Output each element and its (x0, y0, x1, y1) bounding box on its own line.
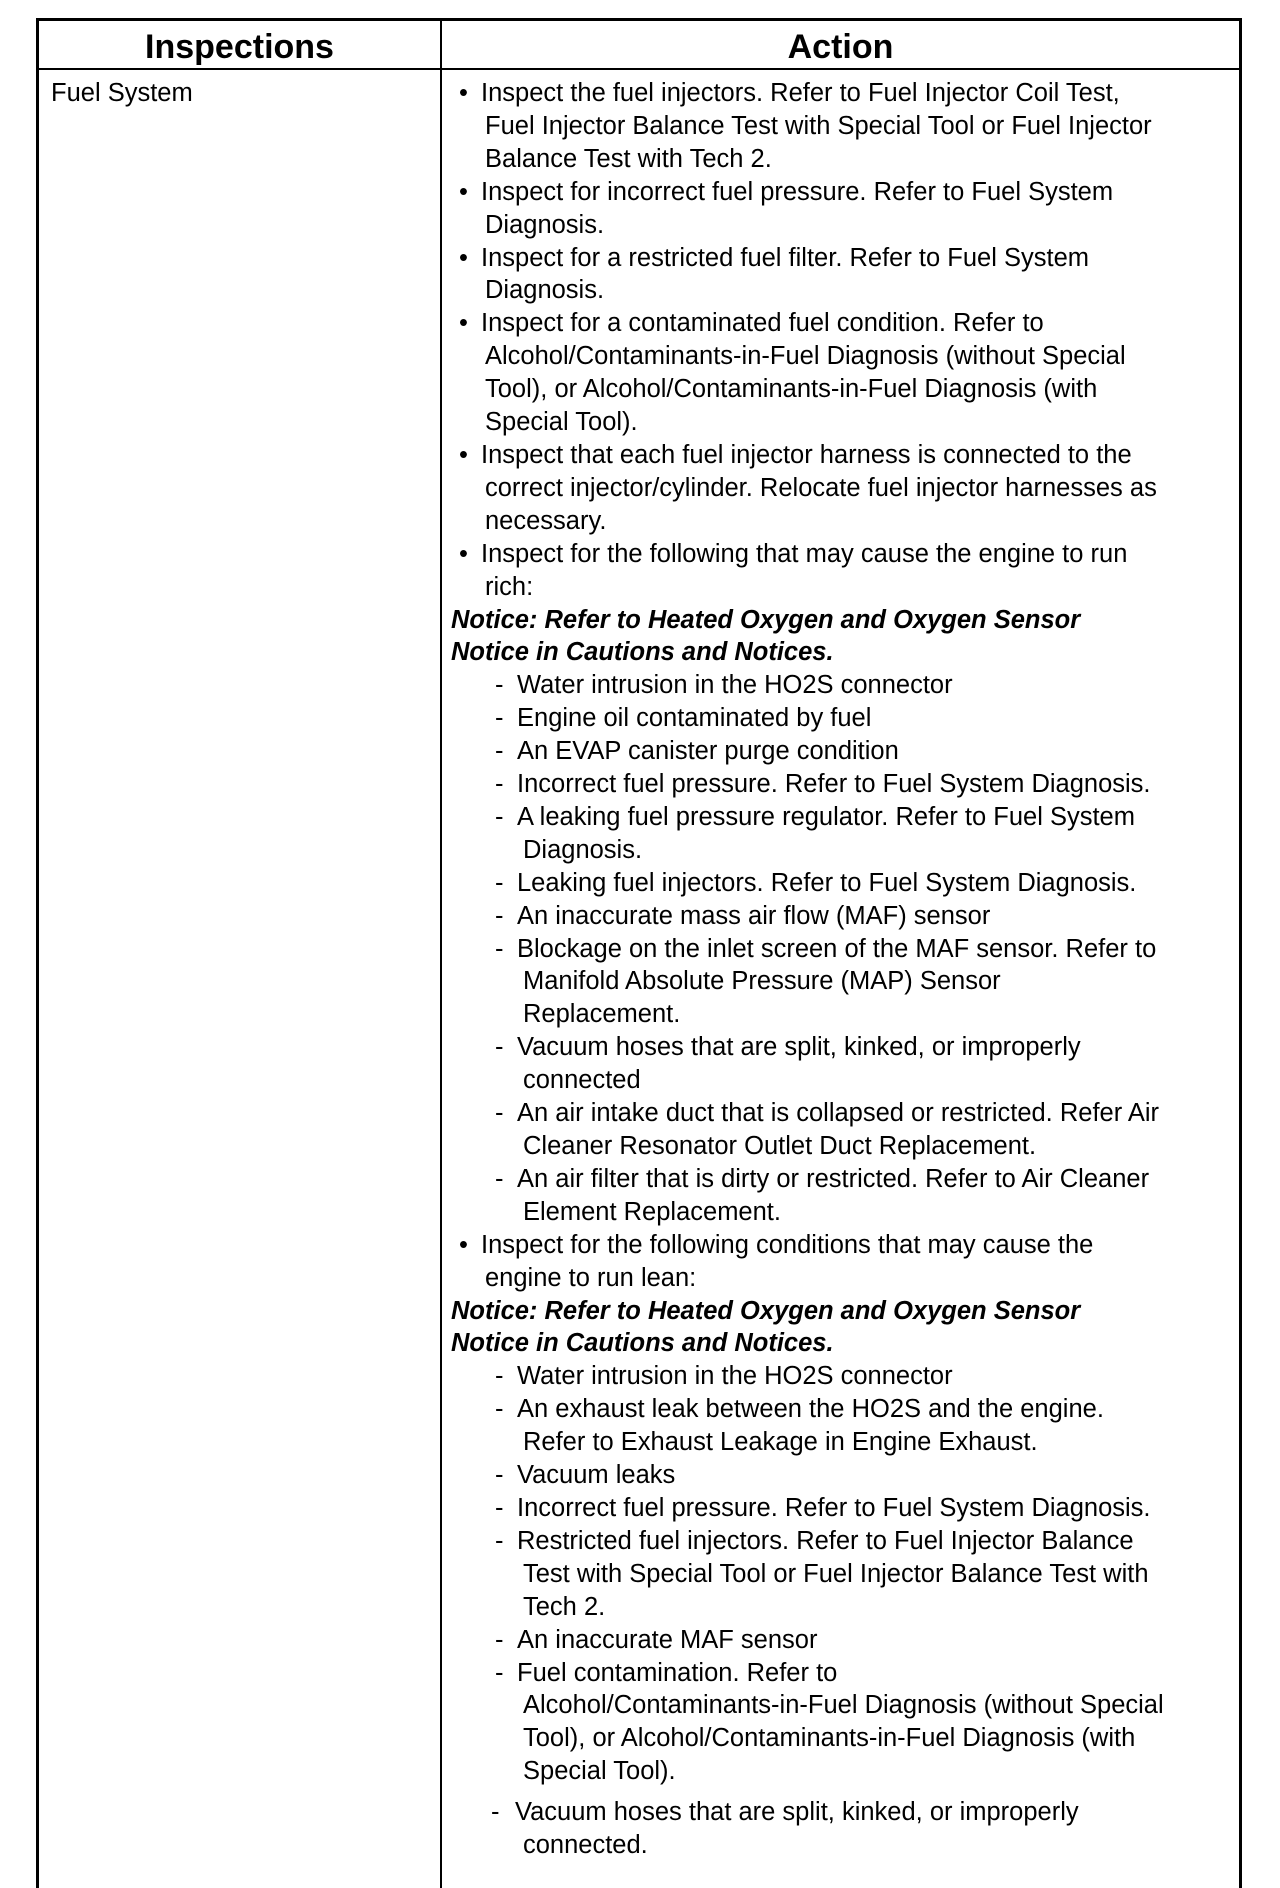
condition-item (451, 1525, 1233, 1624)
condition-line: Tech 2. (523, 1592, 606, 1621)
condition-line: - Incorrect fuel pressure. Refer to Fuel System Diagnosis. (517, 770, 1151, 799)
condition-line: - An EVAP canister purge condition (517, 737, 899, 766)
condition-line: Refer to Exhaust Leakage in Engine Exhaust. (523, 1428, 1038, 1457)
condition-line: - Incorrect fuel pressure. Refer to Fuel System Diagnosis. (517, 1493, 1151, 1522)
condition-item (451, 900, 1233, 933)
header-rule (39, 68, 1239, 70)
action-bullet-line: correct injector/cylinder. Relocate fuel injector harnesses as (485, 473, 1157, 502)
action-bullet-line: Balance Test with Tech 2. (485, 144, 772, 173)
condition-item (451, 768, 1233, 801)
inspection-table (36, 18, 1242, 1888)
action-bullet-line: • Inspect for the following that may cause the engine to run (481, 539, 1128, 568)
action-bullet-line: engine to run lean: (485, 1263, 697, 1292)
action-bullet-line: • Inspect that each fuel injector harness is connected to the (481, 440, 1132, 469)
condition-item (451, 1657, 1233, 1789)
action-bullet-line: • Inspect for incorrect fuel pressure. Refer to Fuel System (481, 177, 1114, 206)
condition-line: - A leaking fuel pressure regulator. Refer to Fuel System (517, 802, 1135, 831)
condition-line: - Water intrusion in the HO2S connector (517, 1362, 953, 1391)
action-bullet-line: rich: (485, 572, 534, 601)
condition-line: - An air filter that is dirty or restricted. Refer to Air Cleaner (517, 1164, 1150, 1193)
condition-line: - Water intrusion in the HO2S connector (517, 671, 953, 700)
condition-line: Alcohol/Contaminants-in-Fuel Diagnosis (without Special (523, 1691, 1164, 1720)
condition-item (451, 1360, 1233, 1393)
action-bullet-line: Tool), or Alcohol/Contaminants-in-Fuel Diagnosis (with (485, 375, 1098, 404)
action-bullet (451, 176, 1233, 242)
condition-item (451, 1459, 1233, 1492)
action-bullet-line: • Inspect for a contaminated fuel condition. Refer to (481, 309, 1044, 338)
action-bullet-line: necessary. (485, 506, 607, 535)
condition-line: Tool), or Alcohol/Contaminants-in-Fuel Diagnosis (with (523, 1724, 1136, 1753)
condition-line: Test with Special Tool or Fuel Injector Balance Test with (523, 1559, 1149, 1588)
action-bullet (451, 77, 1233, 176)
action-bullet-line: Diagnosis. (485, 210, 605, 239)
condition-item (451, 801, 1233, 867)
condition-line: - An air intake duct that is collapsed or restricted. Refer Air (517, 1099, 1160, 1128)
row-label-fuel-system: Fuel System (51, 79, 193, 107)
condition-item (451, 867, 1233, 900)
action-bullet-line: Special Tool). (485, 408, 638, 437)
action-bullet (451, 242, 1233, 308)
condition-item (451, 1624, 1233, 1657)
condition-line: Replacement. (523, 1000, 681, 1029)
condition-item (451, 933, 1233, 1032)
notice-text (451, 1295, 1233, 1361)
action-bullet-line: Diagnosis. (485, 276, 605, 305)
condition-item (451, 1393, 1233, 1459)
action-bullet-line: Alcohol/Contaminants-in-Fuel Diagnosis (without Special (485, 342, 1126, 371)
column-divider (440, 21, 442, 1888)
action-bullet-line: • Inspect for a restricted fuel filter. Refer to Fuel System (481, 243, 1089, 272)
action-bullet-line: • Inspect the fuel injectors. Refer to Fuel Injector Coil Test, (481, 79, 1120, 107)
condition-item (451, 1163, 1233, 1229)
action-cell (451, 77, 1233, 1862)
notice-line: Notice: Refer to Heated Oxygen and Oxygen Sensor (451, 605, 1081, 634)
condition-item (451, 735, 1233, 768)
action-bullet (451, 439, 1233, 538)
condition-line: Special Tool). (523, 1757, 676, 1786)
condition-line: Manifold Absolute Pressure (MAP) Sensor (523, 967, 1001, 996)
condition-line: - Engine oil contaminated by fuel (517, 704, 872, 733)
notice-line: Notice in Cautions and Notices. (451, 638, 834, 667)
header-inspections: Inspections (145, 28, 334, 66)
condition-line: - An inaccurate mass air flow (MAF) sensor (517, 901, 991, 930)
condition-line: - An exhaust leak between the HO2S and the engine. (517, 1395, 1104, 1424)
condition-line: - Leaking fuel injectors. Refer to Fuel System Diagnosis. (517, 868, 1137, 897)
condition-line: connected (523, 1066, 641, 1095)
notice-line: Notice in Cautions and Notices. (451, 1329, 834, 1358)
header-action: Action (787, 28, 894, 66)
condition-line: - Fuel contamination. Refer to (517, 1658, 838, 1687)
condition-line: - An inaccurate MAF sensor (517, 1625, 818, 1654)
condition-item (451, 1796, 1233, 1862)
condition-line: - Restricted fuel injectors. Refer to Fuel Injector Balance (517, 1526, 1134, 1555)
action-bullet-line: Fuel Injector Balance Test with Special Tool or Fuel Injector (485, 111, 1152, 140)
condition-line: connected. (523, 1831, 648, 1860)
condition-line: Element Replacement. (523, 1197, 781, 1226)
condition-line: Cleaner Resonator Outlet Duct Replacement. (523, 1132, 1037, 1160)
condition-item (451, 1492, 1233, 1525)
action-bullet (451, 538, 1233, 604)
action-bullet (451, 307, 1233, 439)
condition-line: - Vacuum hoses that are split, kinked, or improperly (515, 1798, 1079, 1827)
condition-item (451, 1031, 1233, 1097)
condition-line: Diagnosis. (523, 835, 643, 864)
condition-item (451, 1097, 1233, 1163)
action-bullet (451, 1229, 1233, 1295)
notice-line: Notice: Refer to Heated Oxygen and Oxygen Sensor (451, 1296, 1081, 1325)
condition-item (451, 669, 1233, 702)
notice-text (451, 604, 1233, 670)
condition-line: - Blockage on the inlet screen of the MAF sensor. Refer to (517, 934, 1157, 963)
condition-item (451, 702, 1233, 735)
condition-line: - Vacuum hoses that are split, kinked, or improperly (517, 1033, 1081, 1062)
action-bullet-line: • Inspect for the following conditions that may cause the (481, 1230, 1094, 1259)
condition-line: - Vacuum leaks (517, 1461, 676, 1490)
